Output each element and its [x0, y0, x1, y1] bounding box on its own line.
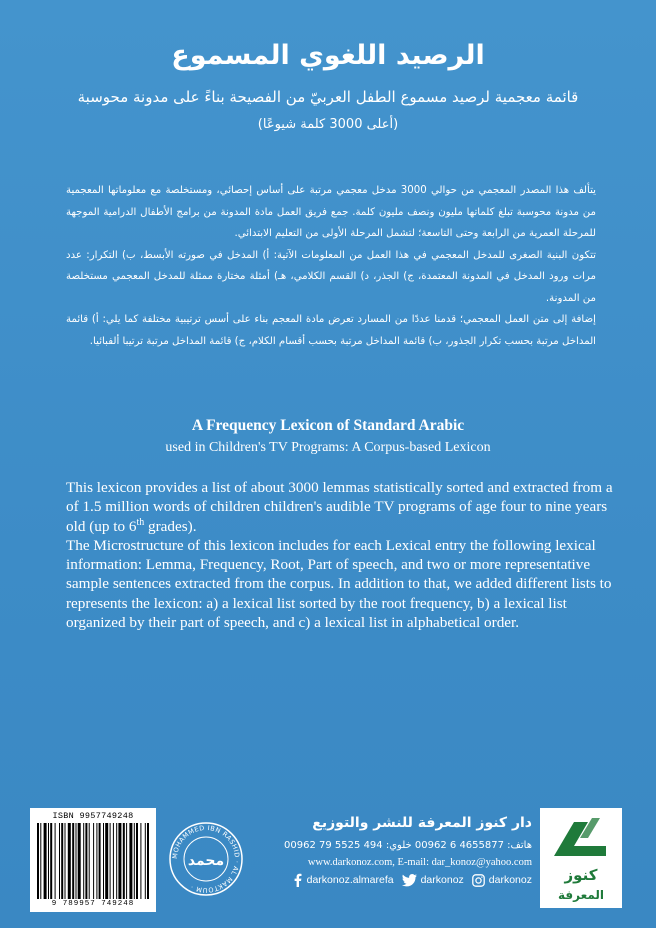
barcode-bar	[126, 823, 127, 899]
barcode-bar	[48, 823, 49, 899]
publisher-logo	[540, 808, 622, 908]
barcode-bar	[93, 823, 94, 899]
barcode-bar	[96, 823, 97, 899]
barcode-bar	[99, 823, 101, 899]
barcode-bar	[110, 823, 111, 899]
barcode-bar	[37, 823, 39, 899]
arabic-paragraph: تتكون البنية الصغرى للمدخل المعجمي في هذا العمل من المعلومات الآتية: أ) المدخل في صورته الأبسط، ب) التكرار: عدد مرات ورود المدخل في المدونة المعتمدة، ج) الجذر، د) القسم الكلامي، هـ) أمثلة مختارة ممثلة للمدخل المعجمي مستخلصة من المدونة.	[66, 249, 596, 304]
barcode-bar	[83, 823, 84, 899]
facebook-icon	[292, 873, 303, 887]
barcode-bar	[61, 823, 63, 899]
arabic-subtitle-note: (أعلى 3000 كلمة شيوعًا)	[257, 117, 399, 132]
barcode-bar	[44, 823, 47, 899]
barcode-bar	[113, 823, 114, 899]
seal-emblem	[167, 820, 245, 898]
facebook-link[interactable]	[292, 873, 394, 887]
publisher-phone: هاتف: 4655877 6 00962 خلوي: 494 5525 79 00962	[284, 840, 532, 851]
instagram-link[interactable]	[472, 874, 532, 887]
superscript: th	[136, 516, 145, 528]
twitter-link[interactable]	[402, 874, 464, 887]
barcode-bar	[118, 823, 121, 899]
barcode-bar	[140, 823, 141, 899]
twitter-handle: darkonoz	[420, 874, 464, 886]
english-paragraph-text: grades).	[144, 517, 197, 535]
barcode-bar	[65, 823, 66, 899]
barcode-bar	[147, 823, 149, 899]
instagram-icon	[472, 874, 485, 887]
barcode-bar	[59, 823, 60, 899]
english-paragraph-text: This lexicon provides a list of about 3000 lemmas statistically sorted and extracted from a of 1.5 million words of children children's audible TV programs of age four to nine years old (up to 6	[66, 479, 613, 535]
barcode-bar	[85, 823, 87, 899]
english-paragraph	[66, 478, 618, 536]
twitter-icon	[402, 874, 417, 887]
social-links	[270, 871, 532, 889]
barcode-bar	[89, 823, 90, 899]
seal-center-text: محمد	[187, 853, 225, 869]
arabic-paragraph: إضافة إلى متن العمل المعجمي؛ قدمنا عددًا من المسارد تعرض مادة المعجم بناء على أسس ترتيبية مختلفة كما يلي: أ) قائمة المداخل مرتبة بحسب تكرار الجذور، ب) قائمة المداخل مرتبة بحسب أقسام الكلام، ج) قائمة المداخل مرتبة ترتيبا ألفبائيا.	[66, 314, 596, 347]
barcode-bar	[50, 823, 52, 899]
isbn-label: ISBN 9957749248	[52, 811, 134, 821]
barcode-bar	[105, 823, 108, 899]
arabic-subtitle: قائمة معجمية لرصيد مسموع الطفل العربيّ من الفصيحة بناءً على مدونة محوسبة	[77, 88, 579, 106]
barcode-bar	[123, 823, 125, 899]
barcode-bar	[134, 823, 135, 899]
barcode-bar	[68, 823, 71, 899]
barcode-bar	[116, 823, 117, 899]
barcode-bar	[129, 823, 132, 899]
seal-ring-text: MOHAMMED IBN RASHID · AL MAKTOUM ·	[170, 823, 242, 895]
instagram-handle: darkonoz	[488, 874, 532, 886]
arabic-description	[66, 180, 596, 352]
publisher-name: دار كنوز المعرفة للنشر والتوزيع	[312, 815, 532, 831]
barcode-bar	[72, 823, 74, 899]
english-paragraph: The Microstructure of this lexicon includes for each Lexical entry the following lexical information: Lemma, Frequency, Root, Part of speech, and two or more representative sample sentences extracted from the corpus. In addition to that, we added different lists to represents the lexicon: a) a lexical list sorted by the root frequency, b) a lexical list organized by their part of speech, and c) a lexical list in alphabetical order.	[66, 536, 612, 632]
logo-top-text: كنوز	[564, 866, 598, 884]
barcode-bar	[136, 823, 138, 899]
barcode-bars	[37, 823, 149, 899]
publisher-web: www.darkonoz.com, E-mail: dar_konoz@yahoo.com	[307, 857, 532, 868]
english-description	[66, 478, 618, 632]
arabic-paragraph: يتألف هذا المصدر المعجمي من حوالي 3000 مدخل معجمي مرتبة على أساس إحصائي، ومستخلصة مع معلوماتها المعجمية من مدونة محوسبة تبلغ كلماتها مليون ونصف مليون كلمة. جمع فريق العمل مادة المدونة من برامج الأطفال الدرامية الموجهة للمرحلة العمرية من الرابعة وحتى التاسعة؛ لتشمل المرحلة الأولى من التعليم الابتدائي.	[66, 185, 596, 239]
logo-bottom-text: المعرفة	[557, 888, 605, 902]
barcode-bar	[76, 823, 77, 899]
isbn-digits: 9 789957 749248	[51, 900, 135, 908]
english-subtitle: used in Children's TV Programs: A Corpus-based Lexicon	[165, 440, 491, 455]
arabic-title: الرصيد اللغوي المسموع	[171, 40, 485, 71]
barcode-bar	[55, 823, 56, 899]
facebook-handle: darkonoz.almarefa	[306, 874, 394, 886]
barcode-bar	[78, 823, 81, 899]
barcode-bar	[103, 823, 104, 899]
barcode-bar	[145, 823, 146, 899]
isbn-barcode	[30, 808, 156, 912]
english-title: A Frequency Lexicon of Standard Arabic	[191, 417, 465, 434]
barcode-bar	[40, 823, 41, 899]
